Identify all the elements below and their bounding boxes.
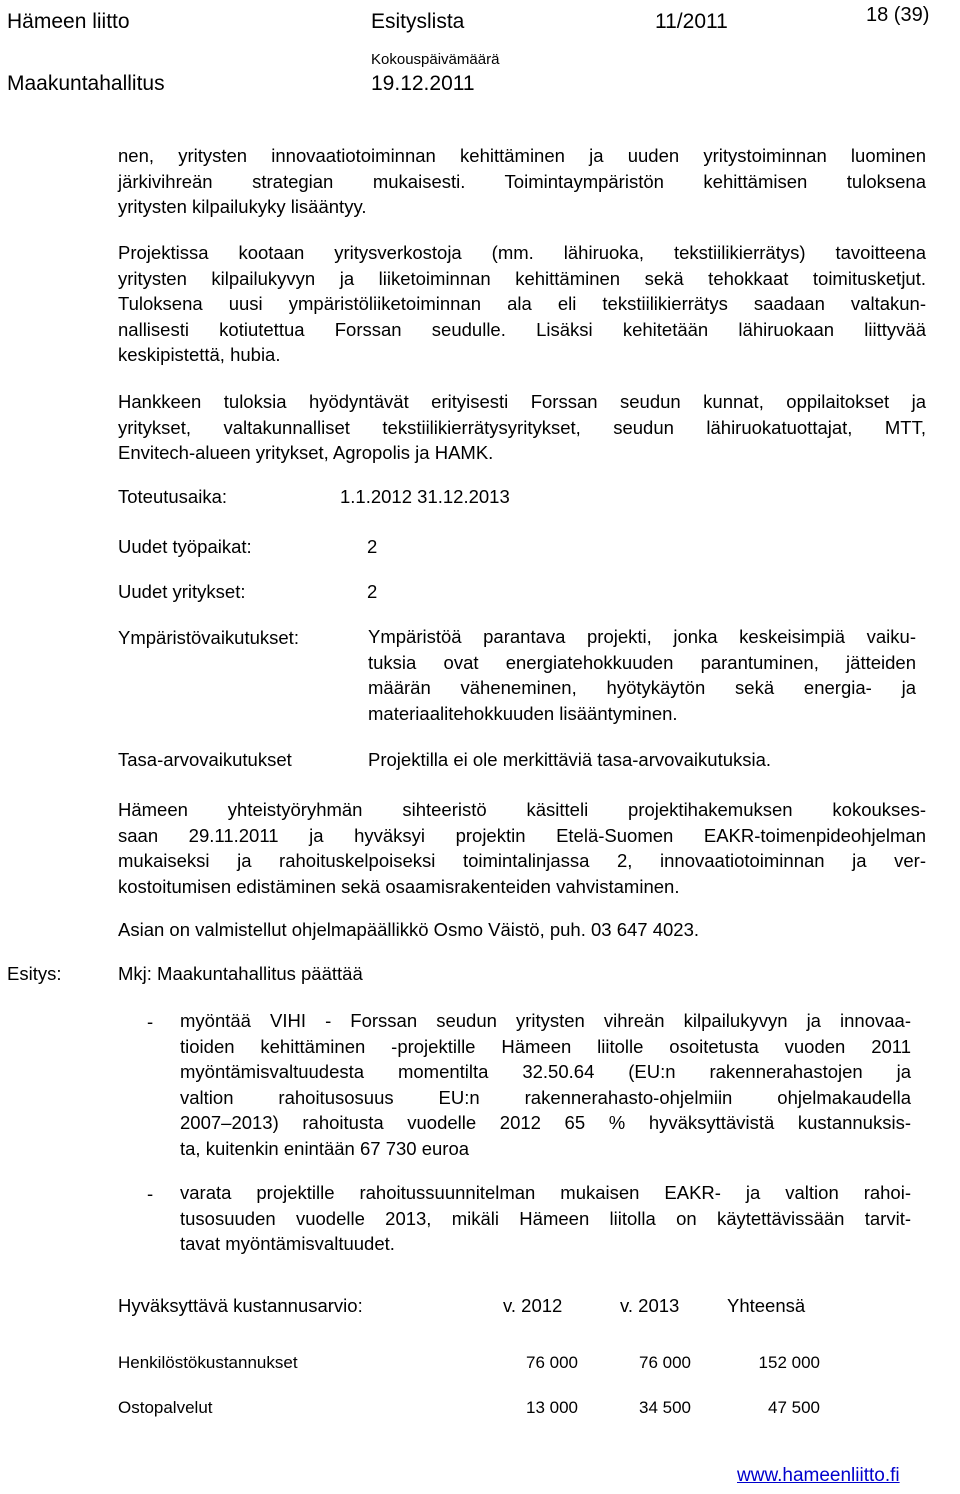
budget-row-total: 152 000 [758,1353,820,1372]
tasa-value: Projektilla ei ole merkittäviä tasa-arvovaikutuksia. [368,749,772,770]
tyopaikat-label: Uudet työpaikat: [118,536,252,557]
text-line: mukaiseksi ja rahoituskelpoiseksi toimintalinjassa 2, innovaatiotoiminnan ja ver- [118,850,926,871]
header-body: Maakuntahallitus [7,72,165,95]
paragraph-committee [118,797,926,899]
budget-title: Hyväksyttävä kustannusarvio: [118,1295,363,1316]
text-line: Hankkeen tuloksia hyödyntävät erityisesti Forssan seudun kunnat, oppilaitokset ja [118,391,926,412]
text-line: Projektissa kootaan yritysverkostoja (mm. lähiruoka, tekstiilikierrätys) tavoitteena [118,242,926,263]
text-line: yritykset, valtakunnalliset tekstiilikierrätysyritykset, seudun lähiruokatuottajat, MTT, [118,416,926,438]
text-line: tavat myöntämisvaltuudet. [180,1233,395,1254]
text-line: nen, yritysten innovaatiotoiminnan kehittäminen ja uuden yritystoiminnan luominen [118,145,926,166]
budget-row-2013: 76 000 [639,1353,691,1372]
text-line: yritysten kilpailukyvyn ja liiketoiminnan kehittäminen sekä tehokkaat toimitusketjut. [118,267,926,289]
budget-row-label: Henkilöstökustannukset [118,1353,298,1372]
text-line: myöntää VIHI - Forssan seudun yritysten vihreän kilpailukyvyn ja innovaa- [180,1010,911,1031]
header-issue: 11/2011 [655,10,728,33]
text-line: tuksia ovat energiatehokkuuden parantuminen, jätteiden [368,651,916,673]
budget-row-total: 47 500 [768,1398,820,1417]
toteutusaika-label: Toteutusaika: [118,486,228,507]
budget-col-total: Yhteensä [727,1295,806,1316]
proposal-item-reserve [180,1180,911,1257]
budget-row-label: Ostopalvelut [118,1398,213,1417]
proposal-label: Esitys: [7,963,62,984]
text-line: varata projektille rahoitussuunnitelman mukaisen EAKR- ja valtion rahoi- [180,1182,911,1203]
yritykset-value: 2 [367,581,378,602]
page-number: 18 (39) [866,4,930,26]
yritykset-label: Uudet yritykset: [118,581,246,602]
text-line: Tuloksena uusi ympäristöliiketoiminnan ala eli tekstiilikierrätys saadaan valtakun- [118,293,926,314]
text-line: saan 29.11.2011 ja hyväksyi projektin Etelä-Suomen EAKR-toimenpideohjelman [118,824,926,846]
tasa-label: Tasa-arvovaikutukset [118,749,292,770]
budget-col-2012: v. 2012 [503,1295,563,1316]
text-line: ta, kuitenkin enintään 67 730 euroa [180,1137,470,1159]
budget-row-2012: 76 000 [526,1353,578,1372]
text-line: kostoitumisen edistäminen sekä osaamisrakenteiden vahvistaminen. [118,875,680,897]
header-org: Hämeen liitto [7,10,130,33]
footer-website-link[interactable]: www.hameenliitto.fi [737,1465,900,1486]
text-line: materiaalitehokkuuden lisääntyminen. [368,702,678,724]
bullet-dash: - [147,1183,154,1204]
text-line: Ympäristöä parantava projekti, jonka keskeisimpiä vaiku- [368,626,916,647]
text-line: myöntämisvaltuudesta momentilta 32.50.64 (EU:n rakennerahastojen ja [180,1061,911,1082]
text-line: Hämeen yhteistyöryhmän sihteeristö käsitteli projektihakemuksen kokoukses- [118,799,926,820]
text-line: järkivihreän strategian mukaisesti. Toimintaympäristön kehittämisen tuloksena [118,170,926,192]
proposal-item-grant [180,1008,911,1161]
tyopaikat-value: 2 [367,536,378,557]
proposal-intro: Mkj: Maakuntahallitus päättää [118,963,363,984]
paragraph-preparer: Asian on valmistellut ohjelmapäällikkö Osmo Väistö, puh. 03 647 4023. [118,919,700,940]
text-line: määrän väheneminen, hyötykäytön sekä energia- ja [368,677,916,698]
budget-row-2012: 13 000 [526,1398,578,1417]
paragraph-beneficiaries [118,389,926,466]
budget-col-2013: v. 2013 [620,1295,680,1316]
text-line: yritysten kilpailukyky lisääntyy. [118,196,367,217]
ymparisto-value [368,624,916,726]
text-line: tusosuuden vuodelle 2013, mikäli Hämeen liitolla on käytettävissään tarvit- [180,1207,911,1229]
text-line: keskipistettä, hubia. [118,344,281,365]
text-line: nallisesti kotiutettua Forssan seudulle. Lisäksi kehitetään lähiruokaan liittyvää [118,318,926,340]
paragraph-networks [118,240,926,368]
paragraph-intro [118,143,926,220]
text-line: Envitech-alueen yritykset, Agropolis ja HAMK. [118,442,494,463]
text-line: valtion rahoitusosuus EU:n rakennerahasto-ohjelmiin ohjelmakaudella [180,1086,911,1108]
ymparisto-label: Ympäristövaikutukset: [118,627,299,648]
toteutusaika-value: 1.1.2012 31.12.2013 [340,486,510,507]
text-line: tioiden kehittäminen -projektille Hämeen liitolle osoitetusta vuoden 2011 [180,1035,911,1057]
header-date: 19.12.2011 [371,72,475,95]
bullet-dash: - [147,1011,154,1032]
header-date-label: Kokouspäivämäärä [371,51,500,68]
text-line: 2007–2013) rahoitusta vuodelle 2012 65 % hyväksyttävistä kustannuksis- [180,1112,911,1133]
budget-row-2013: 34 500 [639,1398,691,1417]
header-doc-type: Esityslista [371,10,465,33]
